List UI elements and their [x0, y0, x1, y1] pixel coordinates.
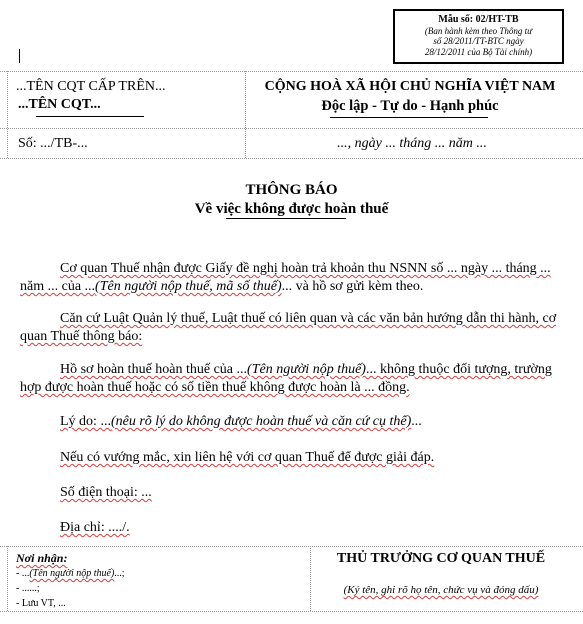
text-cursor: [19, 49, 20, 63]
form-legal-basis-3: 28/12/2011 của Bộ Tài chính): [424, 46, 533, 57]
paragraph-request-received: [20, 260, 568, 296]
decision-text: Hồ sơ hoàn thuế hoàn thuế của ...: [60, 362, 248, 377]
recipient-taxpayer-placeholder: (Tên người nộp thuế): [29, 568, 115, 579]
agency-underline: [36, 116, 144, 117]
country-name: CỘNG HOÀ XÃ HỘI CHỦ NGHĨA VIỆT NAM: [264, 79, 556, 94]
address-text: Địa chỉ: ..../.: [60, 520, 130, 535]
signer-title: THỦ TRƯỞNG CƠ QUAN THUẾ: [336, 551, 546, 566]
recipient-prefix: - ...: [16, 568, 30, 579]
motto-underline: [330, 117, 488, 118]
footer-border-bottom: [0, 611, 583, 612]
recipient-archive: - Lưu VT, ...: [16, 598, 66, 609]
form-number: Mẫu số: 02/HT-TB: [438, 14, 519, 25]
paragraph-legal-basis: [20, 310, 568, 346]
legal-basis-text: Căn cứ Luật Quản lý thuế, Luật thuế có liên quan và các văn bản hướng dẫn thi hành, cơ quan Thuế thông báo:: [20, 311, 557, 344]
phone-text: Số điện thoại: ...: [60, 485, 152, 500]
form-legal-basis-1: (Ban hành kèm theo Thông tư: [424, 25, 533, 36]
contact-text: Nếu có vướng mắc, xin liên hệ với cơ quan Thuế để được giải đáp.: [60, 450, 435, 465]
footer-column-divider: [310, 546, 311, 611]
request-text: Cơ quan Thuế nhận được Giấy đề nghị hoàn trả khoản thu NSNN số ... ngày ... tháng ... năm ... của ...: [20, 261, 551, 294]
reason-end: ...: [411, 414, 422, 429]
reason-placeholder: (nêu rõ lý do không được hoàn thuế và căn cứ cụ thể): [110, 414, 412, 429]
form-number-box: [393, 9, 564, 64]
decision-text-end: ... không thuộc đối tượng, trường hợp được hoàn thuế hoặc có số tiền thuế không được hoàn là ... đồng.: [20, 362, 552, 395]
signer-note-text: (Ký tên, ghi rõ họ tên, chức vụ và đóng dấu): [343, 584, 539, 596]
recipient-other: - ......;: [16, 583, 40, 594]
paragraph-refund-decision: [20, 361, 568, 397]
footer-left-edge: [7, 546, 8, 611]
table-border-middle: [0, 128, 583, 129]
paragraph-contact: [20, 449, 568, 467]
issue-date: ..., ngày ... tháng ... năm ...: [337, 136, 487, 151]
document-subject-text: Về việc không được hoàn thuế: [194, 201, 389, 217]
request-text-end: ... và hồ sơ gửi kèm theo.: [281, 279, 424, 294]
parent-agency-name: ...TÊN CQT CẤP TRÊN...: [16, 79, 166, 94]
taxpayer-name-placeholder: (Tên người nộp thuế): [247, 362, 366, 377]
table-left-edge: [7, 71, 8, 158]
document-subject: [0, 201, 583, 218]
signer-note: [314, 584, 568, 596]
recipients-title: Nơi nhận:: [16, 551, 68, 565]
paragraph-reason: [20, 413, 568, 431]
form-legal-basis-2: số 28/2011/TT-BTC ngày: [433, 36, 524, 46]
paragraph-address: [20, 519, 568, 537]
national-motto: Độc lập - Tự do - Hạnh phúc: [321, 98, 499, 114]
recipient-taxpayer: [16, 568, 125, 580]
table-column-divider: [245, 71, 246, 158]
footer-border-top: [0, 546, 583, 547]
paragraph-phone: [20, 484, 568, 502]
subject-underline: [226, 218, 346, 219]
taxpayer-placeholder: (Tên người nộp thuế, mã số thuế): [95, 279, 282, 294]
agency-name: ...TÊN CQT...: [18, 97, 101, 112]
table-border-bottom: [0, 158, 583, 159]
document-number: Số: .../TB-...: [18, 136, 88, 151]
table-border-top: [0, 71, 583, 72]
recipient-suffix: ...;: [114, 568, 125, 579]
reason-label: Lý do: ...: [60, 414, 111, 429]
document-title: THÔNG BÁO: [245, 182, 338, 198]
